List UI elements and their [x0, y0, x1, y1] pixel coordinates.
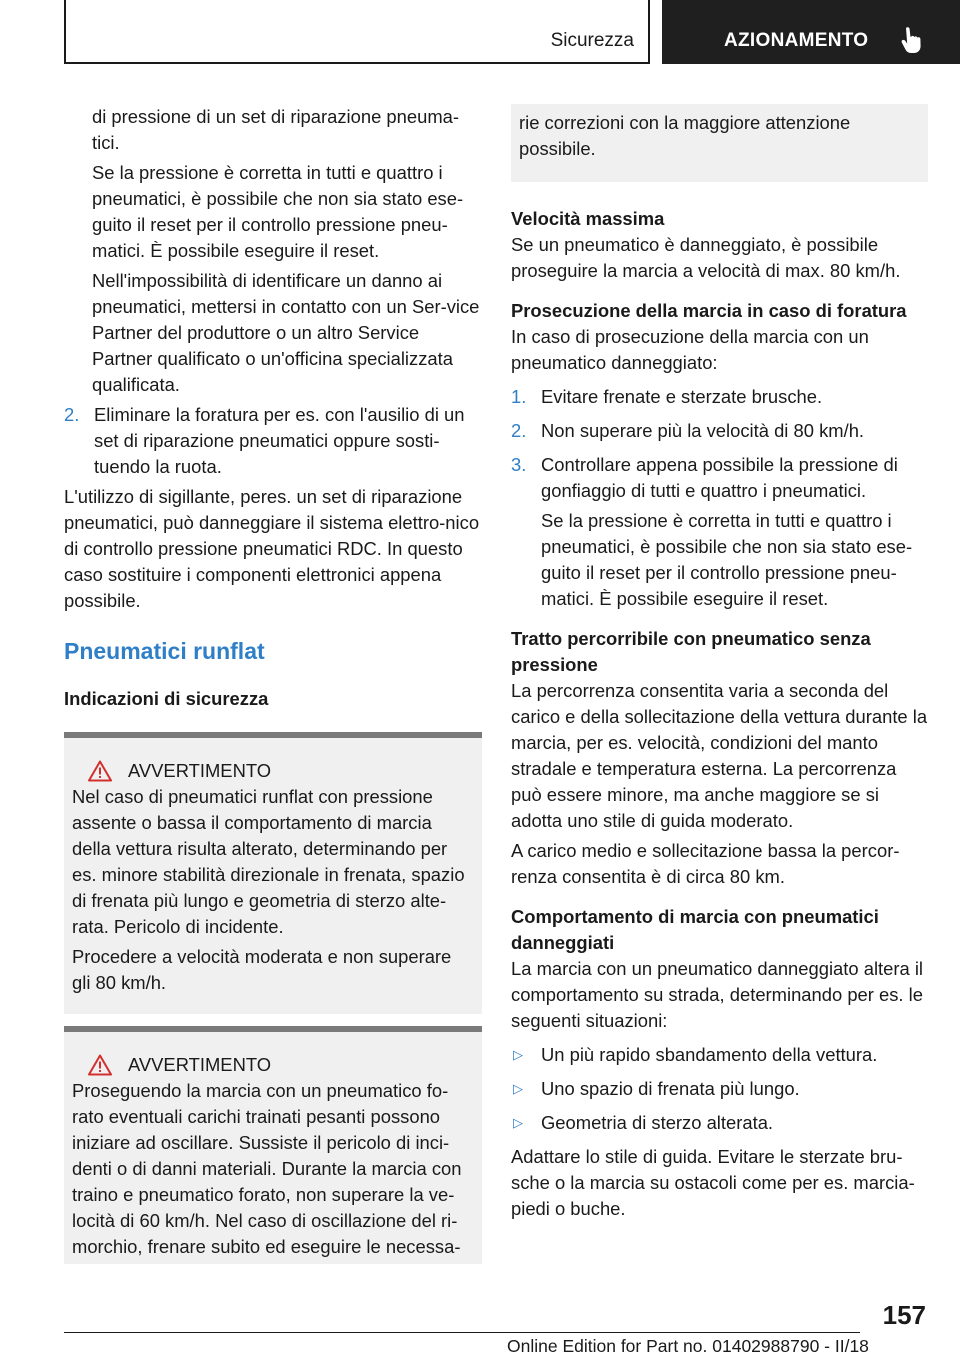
- range-text: La percorrenza consentita varia a seconda del carico e della sollecitazione della vettura durante la marcia, per es. velocità, condizioni del manto stradale e temperatura esterna. La percorrenza può essere minore, ma anche maggiore se si adotta uno stile di guida moderato.: [511, 680, 928, 831]
- heading-range: Tratto percorribile con pneumatico senza pressione: [511, 628, 871, 675]
- section-title: Pneumatici runflat: [64, 638, 265, 664]
- header-left-frame: [64, 0, 650, 64]
- list-item: [511, 452, 928, 504]
- subsection-title: Indicazioni di sicurezza: [64, 688, 269, 709]
- step1-continuation-text: di pressione di un set di riparazione pneuma-tici.: [92, 106, 460, 153]
- continue-driving-intro: In caso di prosecuzione della marcia con un pneumatico danneggiato:: [511, 326, 869, 373]
- list-number: 2.: [64, 404, 80, 425]
- list-item: [64, 402, 482, 480]
- heading-continue-driving: Prosecuzione della marcia in caso di foratura: [511, 300, 907, 321]
- warning-triangle-icon: [88, 1054, 112, 1076]
- heading-driving-behavior: Comportamento di marcia con pneumatici danneggiati: [511, 906, 879, 953]
- warning-box: [64, 1026, 482, 1264]
- list-item: [511, 418, 928, 444]
- warning-title: [72, 758, 474, 784]
- header-chapter-tab: [662, 0, 960, 64]
- step1-note-service: Nell'impossibilità di identificare un danno ai pneumatici, mettersi in contatto con un Ser-vice Partner del produttore o un altro Service Partner qualificato o un'officina specializzata qualificata.: [92, 270, 480, 395]
- list-item-text: Un più rapido sbandamento della vettura.: [541, 1044, 878, 1065]
- warning-continuation-box: [511, 104, 928, 182]
- warning-title-text: AVVERTIMENTO: [128, 1054, 272, 1075]
- triangle-bullet-icon: ▷: [513, 1047, 523, 1062]
- list-item-text: Non superare più la velocità di 80 km/h.: [541, 420, 865, 441]
- footer-divider: [64, 1332, 860, 1333]
- list-item: [511, 384, 928, 410]
- range-distance-text: A carico medio e sollecitazione bassa la percor-renza consentita è di circa 80 km.: [511, 840, 900, 887]
- list-item-text: Uno spazio di frenata più lungo.: [541, 1078, 800, 1099]
- driving-style-paragraph: Adattare lo stile di guida. Evitare le sterzate bru-sche o la marcia su ostacoli come per es. marcia-piedi o buche.: [511, 1146, 915, 1219]
- pointing-hand-icon: [898, 26, 924, 54]
- list-item: [511, 1110, 928, 1136]
- driving-behavior-intro: La marcia con un pneumatico danneggiato altera il comportamento su strada, determinando per es. le seguenti situazioni:: [511, 958, 924, 1031]
- triangle-bullet-icon: ▷: [513, 1115, 523, 1130]
- page-number: 157: [882, 1300, 926, 1330]
- list-item-text: Controllare appena possibile la pressione di gonfiaggio di tutti e quattro i pneumatici.: [541, 454, 898, 501]
- warning-triangle-icon: [88, 760, 112, 782]
- list-number: 3.: [511, 454, 527, 475]
- right-column: [511, 104, 928, 1222]
- warning-text: Nel caso di pneumatici runflat con pressione assente o bassa il comportamento di marcia della vettura risulta alterato, determinando per es. minore stabilità direzionale in frenata, spazio di frenata più lungo e geometria di sterzo alte-rata. Pericolo di incidente.: [72, 786, 465, 937]
- max-speed-text: Se un pneumatico è danneggiato, è possibile proseguire la marcia a velocità di max. 80 km/h.: [511, 234, 901, 281]
- header-section-title: Sicurezza: [550, 30, 634, 51]
- header-chapter-title: AZIONAMENTO: [724, 30, 869, 51]
- warning-text: Proseguendo la marcia con un pneumatico fo-rato eventuali carichi trainati pesanti possono iniziare ad oscillare. Sussiste il pericolo di inci-denti o di danni materiali. Durante la marcia con traino e pneumatico forato, non superare la ve-locità di 60 km/h. Nel caso di oscillazione del ri-morchio, frenare subito ed eseguire le necessa-: [72, 1080, 462, 1257]
- list-item: [511, 1042, 928, 1068]
- list-item-text: Geometria di sterzo alterata.: [541, 1112, 774, 1133]
- footer-edition: Online Edition for Part no. 01402988790 - II/18: [507, 1336, 869, 1356]
- list-item: [511, 1076, 928, 1102]
- warning-continuation-text: rie correzioni con la maggiore attenzione possibile.: [519, 112, 851, 159]
- triangle-bullet-icon: ▷: [513, 1081, 523, 1096]
- list-number: 2.: [511, 420, 527, 441]
- left-column: [64, 104, 482, 1264]
- heading-max-speed: Velocità massima: [511, 208, 665, 229]
- warning-box: [64, 732, 482, 1014]
- warning-instruction: Procedere a velocità moderata e non superare gli 80 km/h.: [72, 946, 452, 993]
- warning-title-text: AVVERTIMENTO: [128, 760, 272, 781]
- step1-note-reset: Se la pressione è corretta in tutti e quattro i pneumatici, è possibile che non sia stato ese-guito il reset per il controllo pressione pneu-matici. È possibile eseguire il reset.: [92, 162, 464, 261]
- step3-note: Se la pressione è corretta in tutti e quattro i pneumatici, è possibile che non sia stato ese-guito il reset per il controllo pressione pneu-matici. È possibile eseguire il reset.: [541, 510, 913, 609]
- list-item-text: Eliminare la foratura per es. con l'ausilio di un set di riparazione pneumatici oppure sosti-tuendo la ruota.: [94, 404, 465, 477]
- sealant-paragraph: L'utilizzo di sigillante, peres. un set di riparazione pneumatici, può danneggiare il sistema elettro-nico di controllo pressione pneumatici RDC. In questo caso sostituire i componenti elettronici appena possibile.: [64, 486, 480, 611]
- warning-title: [72, 1052, 474, 1078]
- list-number: 1.: [511, 386, 527, 407]
- list-item-text: Evitare frenate e sterzate brusche.: [541, 386, 823, 407]
